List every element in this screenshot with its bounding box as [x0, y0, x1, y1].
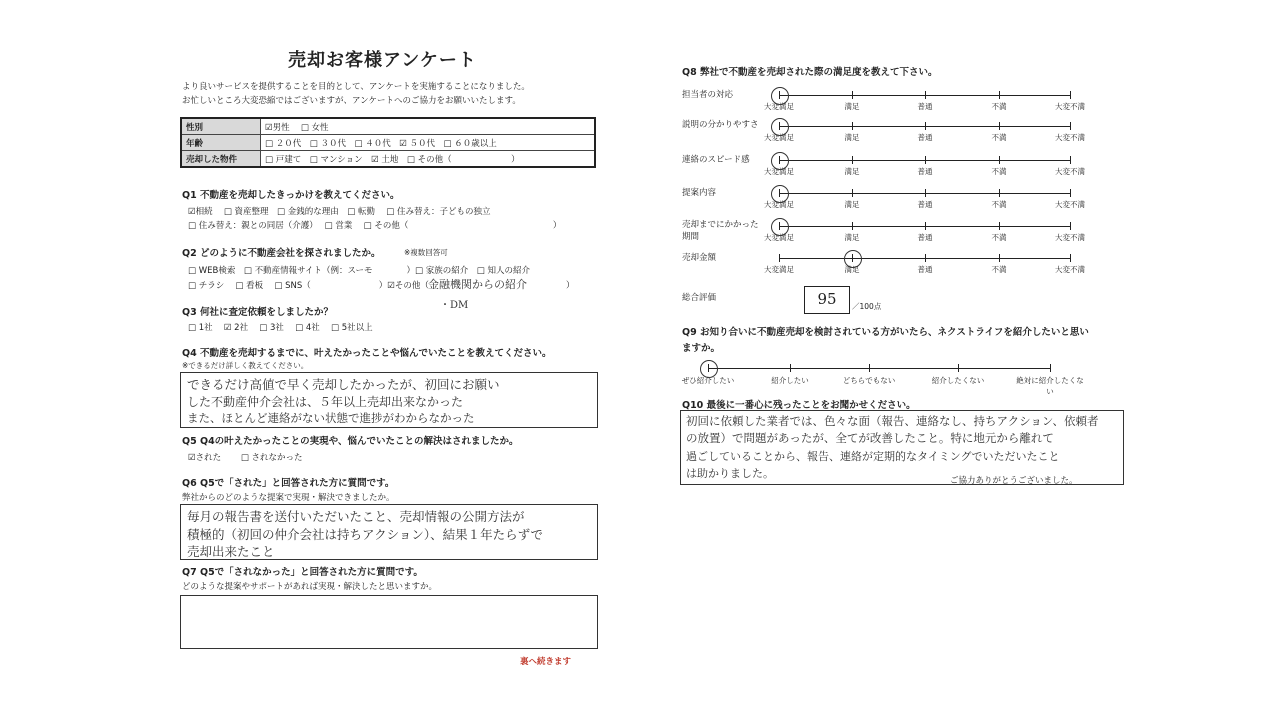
q4-answer-line-3: また、ほとんど連絡がない状態で進捗がわからなかった	[187, 411, 475, 425]
q8-total-suffix: ／100点	[852, 302, 882, 311]
q8-scale-tick[interactable]	[1070, 91, 1071, 99]
q8-total-label: 総合評価	[682, 293, 717, 303]
attr-row-property	[181, 151, 595, 168]
q5-options[interactable]: ☑された □ されなかった	[188, 453, 303, 463]
q8-scale-label: 不満	[991, 167, 1007, 176]
q10-answer-line-3: 過ごしていることから、報告、連絡が定期的なタイミングでいただいたこと	[686, 450, 1060, 463]
q8-scale-label: 満足	[844, 133, 860, 142]
q8-scale-tick[interactable]	[999, 189, 1000, 197]
q8-scale-label: 不満	[991, 265, 1007, 274]
q6-answer-box[interactable]	[180, 504, 598, 560]
q8-scale-label: 満足	[844, 200, 860, 209]
q9-scale-tick[interactable]	[790, 364, 791, 372]
q8-scale-tick[interactable]	[1070, 222, 1071, 230]
q1-options-2[interactable]: □ 住み替え：親との同居（介護） □ 営業 □ その他（ ）	[188, 221, 562, 231]
q7-question: Q7 Q5で「されなかった」と回答された方に質問です。	[182, 567, 423, 578]
q8-scale-label: 普通	[917, 265, 933, 274]
q9-scale-label: 絶対に紹介したくない	[1016, 376, 1084, 396]
q8-scale-label: 大変不満	[1055, 102, 1085, 111]
q8-selected-circle	[771, 185, 789, 203]
q8-scale-label: 大変満足	[764, 200, 794, 209]
q8-scale-label: 不満	[991, 200, 1007, 209]
q8-row-label: 提案内容	[682, 188, 717, 198]
q8-scale-tick[interactable]	[852, 189, 853, 197]
attr-label: 性別	[181, 118, 261, 135]
q9-scale-tick[interactable]	[1050, 364, 1051, 372]
q8-scale-tick[interactable]	[1070, 122, 1071, 130]
q9-scale-tick[interactable]	[869, 364, 870, 372]
q2-close-paren: ）	[566, 281, 575, 291]
q8-selected-circle	[771, 152, 789, 170]
q10-answer-line-4: は助かりました。	[686, 467, 774, 480]
q4-answer-line-2: した不動産仲介会社は、５年以上売却出来なかった	[187, 395, 464, 409]
q3-question: Q3 何社に査定依頼をしましたか？	[182, 307, 333, 318]
q8-scale-label: 普通	[917, 167, 933, 176]
q8-scale-tick[interactable]	[999, 122, 1000, 130]
q7-answer-box[interactable]	[180, 595, 598, 649]
q8-scale-label: 大変不満	[1055, 133, 1085, 142]
q8-scale-label: 満足	[844, 233, 860, 242]
q4-answer-box[interactable]	[180, 372, 598, 428]
q8-scale-tick[interactable]	[852, 122, 853, 130]
q8-row-label: 連絡のスピード感	[682, 155, 750, 165]
q8-scale-label: 満足	[844, 265, 860, 274]
q8-scale-label: 大変不満	[1055, 265, 1085, 274]
attr-label: 売却した物件	[181, 151, 261, 168]
q8-row-label: 売却までにかかった期間	[682, 220, 759, 242]
q10-answer-line-2: の放置）で問題があったが、全てが改善したこと。特に地元から離れて	[686, 431, 1054, 445]
q1-options-1[interactable]: ☑相続 □ 資産整理 □ 金銭的な理由 □ 転勤 □ 住み替え：子どもの独立	[188, 207, 491, 217]
intro-line-1: より良いサービスを提供することを目的として、アンケートを実施することになりました。	[182, 82, 530, 92]
q9-question: Q9 お知り合いに不動産売却を検討されている方がいたら、ネクストライフを紹介したいと思い	[682, 327, 1089, 338]
q8-selected-circle	[771, 118, 789, 136]
q8-scale-label: 大変満足	[764, 167, 794, 176]
q9-scale-label: 紹介したい	[771, 376, 809, 385]
attr-row-age	[181, 135, 595, 151]
q4-note: ※できるだけ詳しく教えてください。	[182, 361, 309, 370]
q8-scale-label: 大変不満	[1055, 167, 1085, 176]
q8-scale-tick[interactable]	[999, 222, 1000, 230]
q8-scale-tick[interactable]	[1070, 189, 1071, 197]
q8-scale-label: 大変満足	[764, 265, 794, 274]
q8-scale-label: 大変不満	[1055, 233, 1085, 242]
q8-scale-tick[interactable]	[999, 91, 1000, 99]
q8-selected-circle	[844, 250, 862, 268]
q8-scale-label: 満足	[844, 167, 860, 176]
q8-scale-tick[interactable]	[999, 254, 1000, 262]
q6-answer-line-2: 積極的（初回の仲介会社は持ちアクション）、結果１年たらずで	[187, 527, 544, 542]
q8-scale-label: 大変満足	[764, 133, 794, 142]
q2-handwritten-other: 金融機関からの紹介	[428, 278, 527, 291]
q10-question: Q10 最後に一番心に残ったことをお聞かせください。	[682, 400, 916, 411]
q8-scale-tick[interactable]	[925, 156, 926, 164]
q8-scale-label: 普通	[917, 133, 933, 142]
q8-selected-circle	[771, 87, 789, 105]
q9-scale-tick[interactable]	[958, 364, 959, 372]
q8-scale-label: 不満	[991, 102, 1007, 111]
q8-row-label: 説明の分かりやすさ	[682, 120, 759, 130]
q4-answer-line-1: できるだけ高値で早く売却したかったが、初回にお願い	[187, 377, 500, 392]
q8-scale-tick[interactable]	[999, 156, 1000, 164]
attr-options[interactable]: □ 戸建て □ マンション ☑ 土地 □ その他（ ）	[261, 151, 596, 168]
q8-scale-label: 不満	[991, 133, 1007, 142]
q5-question: Q5 Q4の叶えたかったことの実現や、悩んでいたことの解決はされましたか。	[182, 436, 519, 447]
q6-sub: 弊社からのどのような提案で実現・解決できましたか。	[182, 493, 395, 503]
q8-scale-tick[interactable]	[925, 122, 926, 130]
q8-scale-tick[interactable]	[925, 91, 926, 99]
q2-handwritten-dm: ・DM	[440, 300, 469, 311]
q6-question: Q6 Q5で「された」と回答された方に質問です。	[182, 478, 395, 489]
q9-scale-label: どちらでもない	[842, 376, 896, 385]
q8-row-label: 担当者の対応	[682, 90, 734, 100]
q8-scale-label: 満足	[844, 102, 860, 111]
q8-scale-tick[interactable]	[925, 254, 926, 262]
q10-answer-line-1: 初回に依頼した業者では、色々な面（報告、連絡なし、持ちアクション、依頼者	[686, 414, 1099, 428]
q9-scale-label: 紹介したくない	[931, 376, 985, 385]
q8-scale-tick[interactable]	[1070, 254, 1071, 262]
q8-scale-tick[interactable]	[1070, 156, 1071, 164]
q8-scale-label: 不満	[991, 233, 1007, 242]
attr-options[interactable]: □ ２０代 □ ３０代 □ ４０代 ☑ ５０代 □ ６０歳以上	[261, 135, 596, 151]
q2-question: Q2 どのように不動産会社を探されましたか。	[182, 248, 381, 259]
q9-selected-circle	[700, 360, 718, 378]
q8-scale-label: 大変満足	[764, 102, 794, 111]
q8-scale-tick[interactable]	[779, 254, 780, 262]
q8-scale-label: 普通	[917, 200, 933, 209]
thanks-message: ご協力ありがとうございました。	[950, 476, 1078, 486]
q2-note: ※複数回答可	[404, 248, 448, 257]
q8-question: Q8 弊社で不動産を売却された際の満足度を教えて下さい。	[682, 67, 938, 78]
q8-total-score[interactable]: 95	[804, 286, 850, 314]
q8-scale-label: 普通	[917, 102, 933, 111]
attr-label: 年齢	[181, 135, 261, 151]
q8-scale-tick[interactable]	[925, 189, 926, 197]
q9-scale-label: ぜひ紹介したい	[681, 376, 735, 385]
q6-answer-line-1: 毎月の報告書を送付いただいたこと、売却情報の公開方法が	[187, 509, 525, 524]
survey-title: 売却お客様アンケート	[288, 50, 477, 71]
q8-scale-tick[interactable]	[852, 222, 853, 230]
q3-options[interactable]: □ 1社 ☑ 2社 □ 3社 □ 4社 □ 5社以上	[188, 323, 373, 333]
attr-options[interactable]: ☑男性 □ 女性	[261, 118, 596, 135]
attributes-table	[180, 117, 596, 168]
q8-scale-label: 普通	[917, 233, 933, 242]
q8-scale-label: 大変不満	[1055, 200, 1085, 209]
q9-scale-line	[708, 368, 1050, 369]
attr-row-gender	[181, 118, 595, 135]
intro-line-2: お忙しいところ大変恐縮ではございますが、アンケートへのご協力をお願いいたします。	[182, 96, 521, 106]
q8-scale-tick[interactable]	[925, 222, 926, 230]
q1-question: Q1 不動産を売却したきっかけを教えてください。	[182, 190, 400, 201]
q8-row-label: 売却金額	[682, 253, 717, 263]
q9-question-cont: ますか。	[682, 343, 721, 354]
continue-note: 裏へ続きます	[520, 657, 572, 667]
q2-options-2[interactable]: □ チラシ □ 看板 □ SNS（ ）☑その他（	[188, 281, 429, 291]
q6-answer-line-3: 売却出来たこと	[187, 544, 275, 559]
q4-question: Q4 不動産を売却するまでに、叶えたかったことや悩んでいたことを教えてください。	[182, 348, 552, 359]
q2-options-1[interactable]: □ WEB検索 □ 不動産情報サイト（例：スーモ ）□ 家族の紹介 □ 知人の紹介	[188, 266, 531, 276]
q8-scale-tick[interactable]	[852, 156, 853, 164]
q8-selected-circle	[771, 218, 789, 236]
q7-sub: どのような提案やサポートがあれば実現・解決したと思いますか。	[182, 582, 438, 592]
q8-scale-tick[interactable]	[852, 91, 853, 99]
q8-scale-label: 大変満足	[764, 233, 794, 242]
